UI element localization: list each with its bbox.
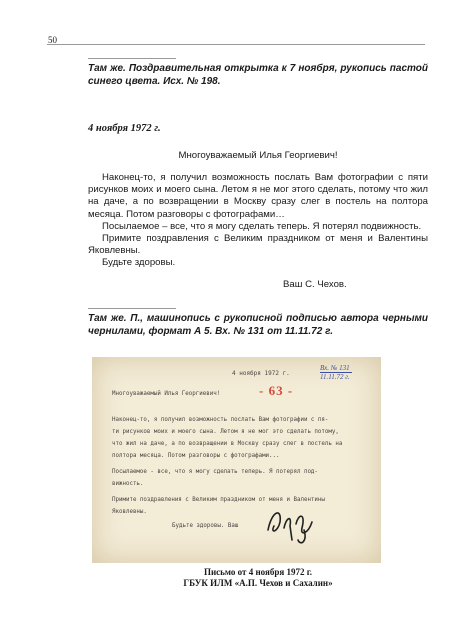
handwritten-signature	[262, 500, 322, 550]
letter-signoff: Ваш С. Чехов.	[283, 279, 347, 290]
photo-caption-line-1: Письмо от 4 ноября 1972 г.	[203, 567, 313, 577]
letter-paragraph: Посылаемое – все, что я могу сделать теперь. Я потерял подвижность.	[102, 220, 422, 232]
photo-line: ти рисунков моих и моего сына. Летом я не мог это сделать потому,	[112, 429, 339, 435]
page-number: 50	[48, 35, 57, 45]
letter-salutation: Многоуважаемый Илья Георгиевич!	[178, 150, 338, 161]
photo-line: вижность.	[112, 481, 144, 487]
letter-date: 4 ноября 1972 г.	[88, 123, 161, 134]
photo-line: Многоуважаемый Илья Георгиевич!	[112, 391, 221, 397]
letter-body	[88, 172, 428, 270]
letter-paragraph: Наконец-то, я получил возможность послать Вам фотографии с пяти рисунков моих и моего сына. Летом я не мог этого сделать, потому что жил на даче, а по возвращении в Москву сразу слег в постель на полтора месяца. Потом разговоры с фотографами…	[88, 172, 428, 220]
photo-line: Наконец-то, я получил возможность послать Вам фотографии с пя-	[112, 417, 329, 423]
photo-line: Посылаемое - все, что я могу сделать теперь. Я потерял под-	[112, 469, 318, 475]
photo-stamp-date: 11.11.72 г.	[320, 373, 350, 381]
footnote-1: Там же. Поздравительная открытка к 7 ноября, рукопись пастой синего цвета. Исх. № 198.	[88, 63, 428, 87]
photo-line: что жил на даче, а по возвращении в Москву сразу слег в постель на	[112, 441, 343, 447]
photo-stamp	[320, 364, 352, 381]
letter-photo	[92, 357, 381, 563]
photo-line: полтора месяца. Потом разговоры с фотографами...	[112, 453, 280, 459]
footnote-rule-2	[88, 308, 176, 309]
photo-line: Яковлевны.	[112, 509, 147, 515]
footnote-2: Там же. П., машинопись с рукописной подписью автора черными чернилами, формат А 5. Вх. № 131 от 11.11.72 г.	[88, 313, 428, 337]
header-rule	[47, 44, 425, 45]
photo-stamp-number: Вх. № 131	[320, 364, 350, 372]
photo-caption-line-2: ГБУК ИЛМ «А.П. Чехов и Сахалин»	[183, 578, 333, 588]
photo-line: Будьте здоровы. Ваш	[172, 523, 239, 529]
photo-line: Примите поздравления с Великим праздником от меня и Валентины	[112, 497, 325, 503]
footnote-rule-1	[88, 58, 176, 59]
letter-paragraph: Примите поздравления с Великим праздником от меня и Валентины Яковлевны.	[88, 233, 428, 257]
letter-paragraph: Будьте здоровы.	[102, 257, 176, 269]
photo-date: 4 ноября 1972 г.	[232, 370, 290, 377]
photo-red-mark: - 63 -	[259, 383, 294, 398]
